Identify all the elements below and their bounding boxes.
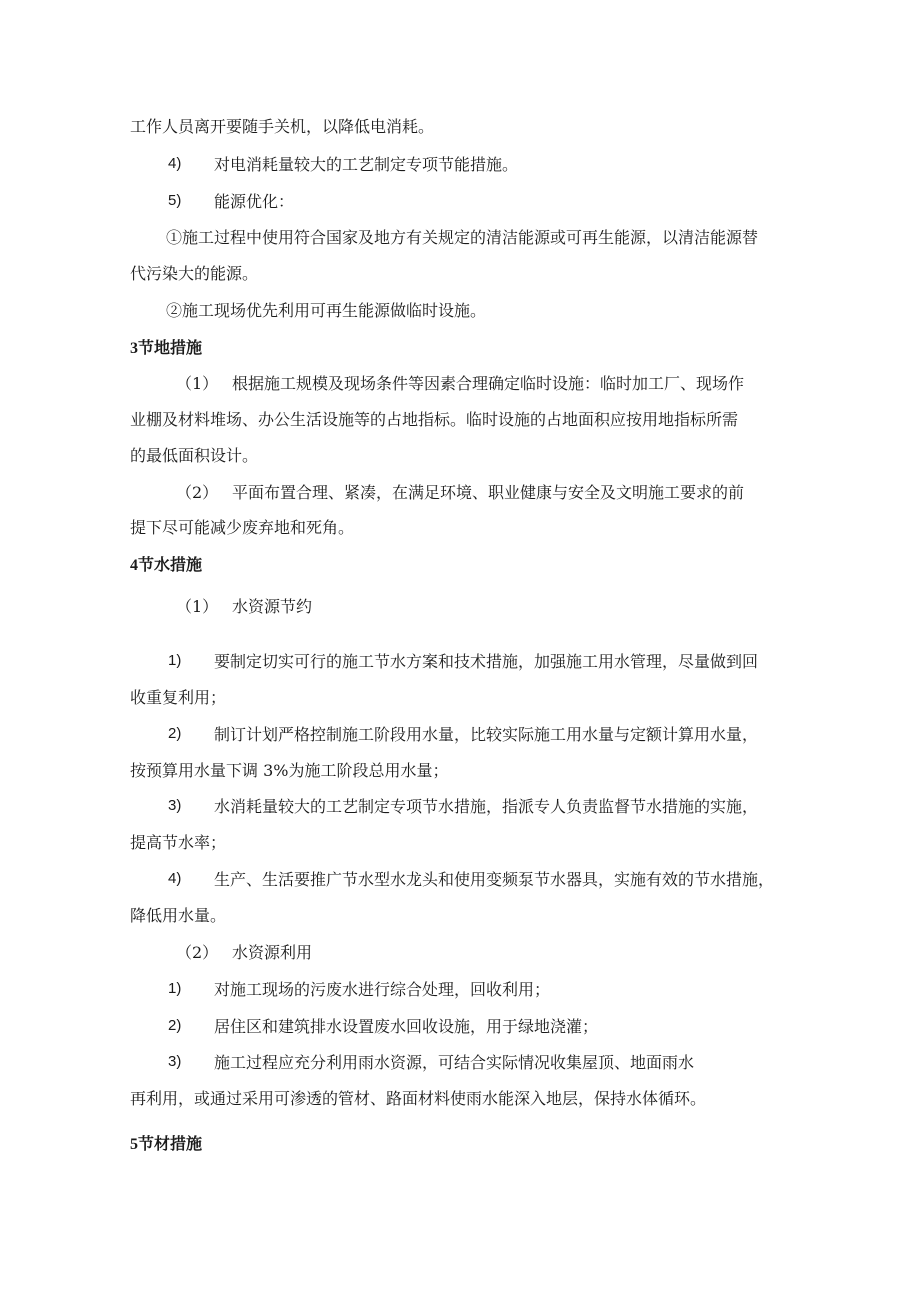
paragraph-line: 业棚及材料堆场、办公生活设施等的占地指标。临时设施的占地面积应按用地指标所需	[130, 410, 739, 429]
list-number: 4)	[168, 870, 182, 887]
paragraph-line: 收重复利用；	[130, 688, 227, 707]
list-number: 2)	[168, 725, 182, 742]
paragraph-line: 施工过程应充分利用雨水资源，可结合实际情况收集屋顶、地面雨水	[214, 1053, 695, 1072]
paragraph-line: 居住区和建筑排水设置废水回收设施，用于绿地浇灌；	[214, 1017, 599, 1036]
list-number: 2)	[168, 1017, 182, 1034]
list-number: 3)	[168, 797, 182, 814]
subsection-title: 水资源节约	[232, 597, 313, 616]
list-number: 3)	[168, 1053, 182, 1070]
paragraph-line: 提下尽可能减少废弃地和死角。	[130, 518, 355, 537]
section-title: 节地措施	[138, 338, 203, 357]
paragraph-line: 的最低面积设计。	[130, 446, 259, 465]
paragraph-line: 制订计划严格控制施工阶段用水量，比较实际施工用水量与定额计算用水量，	[214, 725, 759, 744]
paragraph-line: 生产、生活要推广节水型水龙头和使用变频泵节水器具，实施有效的节水措施，	[214, 870, 775, 889]
section-heading	[130, 1134, 202, 1155]
list-number: 5)	[168, 192, 182, 209]
subsection-title: 水资源利用	[232, 943, 313, 962]
list-number: 1)	[168, 980, 182, 997]
section-number: 4	[130, 557, 138, 574]
paragraph-line: 根据施工规模及现场条件等因素合理确定临时设施：临时加工厂、现场作	[232, 374, 745, 393]
paragraph-line: 平面布置合理、紧凑，在满足环境、职业健康与安全及文明施工要求的前	[232, 483, 745, 502]
paragraph-line: 提高节水率；	[130, 833, 227, 852]
paragraph-line: 再利用，或通过采用可渗透的管材、路面材料使雨水能深入地层，保持水体循环。	[130, 1089, 707, 1108]
list-number: （1）	[176, 374, 219, 393]
section-heading	[130, 555, 202, 576]
list-number: （2）	[176, 483, 219, 502]
list-item-text: 对电消耗量较大的工艺制定专项节能措施。	[214, 155, 519, 174]
paragraph-line: ②施工现场优先利用可再生能源做临时设施。	[166, 301, 487, 320]
paragraph-line: ①施工过程中使用符合国家及地方有关规定的清洁能源或可再生能源，以清洁能源替	[166, 228, 759, 247]
section-title: 节水措施	[138, 555, 203, 574]
section-title: 节材措施	[138, 1134, 203, 1153]
section-heading	[130, 338, 202, 359]
list-item-text: 能源优化：	[214, 192, 295, 211]
list-number: （1）	[176, 597, 219, 616]
list-number: 1)	[168, 652, 182, 669]
paragraph-line: 要制定切实可行的施工节水方案和技术措施，加强施工用水管理，尽量做到回	[214, 652, 759, 671]
section-number: 3	[130, 340, 138, 357]
list-number: （2）	[176, 943, 219, 962]
paragraph-line: 代污染大的能源。	[130, 264, 259, 283]
paragraph-line: 对施工现场的污废水进行综合处理，回收利用；	[214, 980, 551, 999]
paragraph-line: 工作人员离开要随手关机，以降低电消耗。	[130, 117, 435, 136]
section-number: 5	[130, 1136, 138, 1153]
paragraph-line: 水消耗量较大的工艺制定专项节水措施，指派专人负责监督节水措施的实施，	[214, 797, 759, 816]
paragraph-line: 降低用水量。	[130, 906, 227, 925]
paragraph-line: 按预算用水量下调 3%为施工阶段总用水量；	[130, 761, 449, 780]
list-number: 4)	[168, 155, 182, 172]
